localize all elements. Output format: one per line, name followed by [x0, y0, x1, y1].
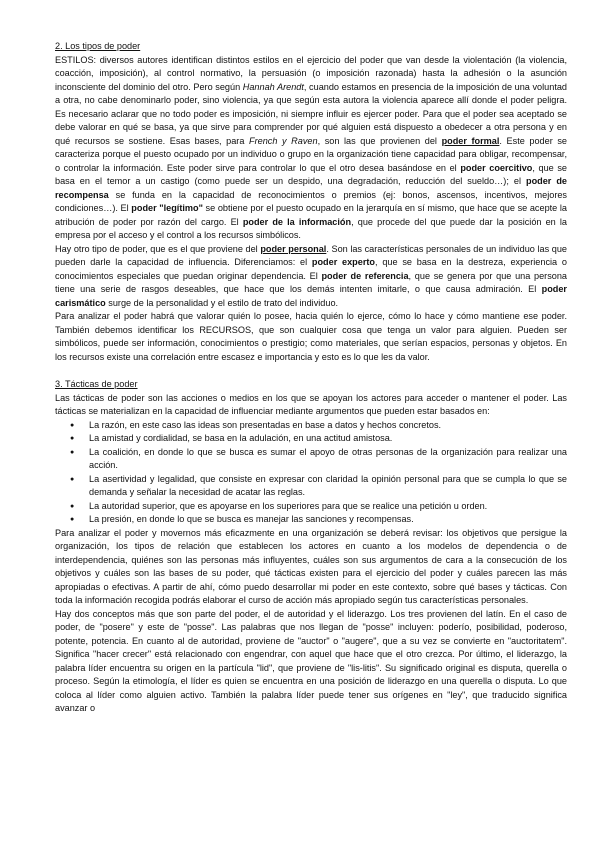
text-run: , que procede del que puede dar la posición en la empresa por el acceso y el control a los recursos simbólicos.: [55, 216, 567, 240]
term-poder-personal: poder personal: [260, 243, 327, 254]
list-item: ● La presión, en donde lo que se busca es manejar las sanciones y recompensas.: [89, 513, 567, 527]
list-item: ● La autoridad superior, que es apoyarse en los superiores para que se realice una petición u orden.: [89, 500, 567, 514]
author-hannah-arendt: Hannah Arendt: [242, 81, 304, 92]
paragraph-recursos: Para analizar el poder habrá que valorar quién lo posee, hacia quién lo ejerce, cómo lo hace y cómo mantiene ese poder. También debemos identificar los RECURSOS, que son cualquier cosa que tenga un valor para alguien. Pueden ser simbólicos, puede ser información, conocimientos o prestigio; como materiales, que serían espacios, personas y objetos. En los recursos existe una correlación entre escasez e importancia y esto es lo que les da valor.: [55, 311, 567, 362]
text-run: , que se basa en el temor a un castigo (como puede ser un despido, una degradación, reducción del sueldo…); el: [55, 162, 568, 186]
term-poder-coercitivo: poder coercitivo: [460, 162, 533, 173]
text-run: , son las que provienen del: [317, 135, 442, 146]
author-french-raven: French y Raven: [249, 135, 318, 146]
text-run: . Este poder se caracteriza porque el puesto ocupado por un individuo o grupo en la organización tiene capacidad para obligar, recompensar, o controlar la información. Este poder sirve para controlar lo que el otro desea basándose en el: [55, 135, 567, 173]
text-run: se funda en la capacidad de reconocimientos o premios (ej: bonos, ascensos, incentivos, mejores condiciones…). El: [55, 189, 567, 213]
list-item: ● La asertividad y legalidad, que consiste en expresar con claridad la opinión personal para que se cumpla lo que se demanda y señalar la necesidad de acatar las reglas.: [89, 473, 567, 500]
text-run: , que se genera por que una persona tiene una serie de rasgos deseables, que hace que los demás intenten imitarle, o que causa admiración. El: [55, 270, 567, 294]
text-run: , que se basa en la destreza, experiencia o conocimientos especiales que puedan originar dependencia. El: [55, 257, 567, 281]
term-poder-legitimo: poder "legítimo": [131, 203, 203, 213]
list-item: ● La amistad y cordialidad, se basa en la adulación, en una actitud amistosa.: [89, 432, 567, 446]
paragraph-analisis: Para analizar el poder y movernos más eficazmente en una organización se deberá revisar: los objetivos que persigue la organización, los tipos de relación que establecen los actores en cuanto a los modelos de dependencia o de interdependencia, quiénes son las personas más influyentes, cuáles son sus argumentos de cara a la consecución de los objetivos y cuáles son las bases de su poder, qué tácticas existen para el ejercicio del poder y cuáles parecen las más apropiadas o efectivas. A partir de ahí, cómo puedo desarrollar mi poder en este contexto, sobre qué bases y tácticas. Con toda la información recogida podrás elaborar el curso de acción más apropiado según tus características personales.: [55, 527, 567, 605]
paragraph-conceptos: Hay dos conceptos más que son parte del poder, el de autoridad y el liderazgo. Los tres provienen del latín. En el caso de poder, de "posere" y este de "posse". Las palabras que nos llegan de "posse" incluyen: poderío, posibilidad, poderoso, potente, potencia. En cuanto al de autoridad, proviene de "auctor" o "augere", que a su vez se convierte en "auctoritatem". Significa "hacer crecer" está relacionado con engendrar, con aquel que hace que el otro crezca. Por último, el liderazgo, la palabra líder encuentra su origen en la partícula "lid", que proviene de "lis-litis". Su significado original es disputa, querella o proceso. Según la etimología, el líder es quien se encuentra en una posición de liderazgo en una querella o disputa. Lo que coloca al líder como alguien activo. También la palabra líder puede tener sus orígenes en "ley", que traducido significa avanzar o: [55, 608, 567, 713]
section-heading-tipos-de-poder: 2. Los tipos de poder: [55, 41, 141, 51]
term-poder-referencia: poder de referencia: [321, 270, 409, 281]
term-poder-experto: poder experto: [311, 257, 375, 267]
text-run: se obtiene por el puesto ocupado en la jerarquía en sí mismo, que hace que se acepte la atribución de poder por razón del cargo. El: [55, 203, 567, 227]
document-page: [55, 40, 567, 716]
term-poder-formal: poder formal: [441, 135, 500, 146]
paragraph-estilos: [55, 54, 567, 243]
tactics-list: [55, 419, 567, 527]
paragraph-gap: [55, 364, 567, 378]
list-item: ● La coalición, en donde lo que se busca es sumar el apoyo de otras personas de la organización para realizar una acción.: [89, 446, 567, 473]
section-heading-tacticas: 3. Tácticas de poder: [55, 379, 138, 389]
paragraph-tacticas-intro: Las tácticas de poder son las acciones o medios en los que se apoyan los actores para acceder o mantener el poder. Las tácticas se materializan en la capacidad de influenciar mediante argumentos que pueden estar basados en:: [55, 392, 567, 416]
text-run: Hay otro tipo de poder, que es el que proviene del: [55, 243, 261, 254]
text-run: , cuando estamos en presencia de la imposición de una voluntad a otra, no cabe denominarlo poder, sino violencia, ya que según esta autora la violencia aparece allí donde el poder peligra. Es necesario aclarar que no todo poder es imposición, ni siempre influir es ejercer poder. Para que el poder sea aceptado se debe valorar en qué se basa, ya que sirve para comprender por qué alguien está dispuesto a obedecer a otra persona y en qué recursos se sostiene. Esas bases, para: [55, 81, 567, 146]
term-poder-recompensa: poder de recompensa: [55, 176, 567, 200]
text-run: . Son las características personales de un individuo las que pueden darle la capacidad de influencia. Diferenciamos: el: [55, 243, 567, 267]
text-run: surge de la personalidad y el estilo de trato del individuo.: [105, 297, 339, 308]
term-poder-informacion: poder de la información: [242, 216, 352, 227]
paragraph-poder-personal: [55, 243, 567, 311]
text-run: ESTILOS: diversos autores identifican distintos estilos en el ejercicio del poder que van desde la violentación (la violencia, coacción, imposición), al control normativo, la persuasión (o imposición razonada) hasta la adhesión o la asunción inconsciente del dominio del otro. Pero según: [55, 54, 567, 92]
list-item: ● La razón, en este caso las ideas son presentadas en base a datos y hechos concretos.: [89, 419, 567, 433]
term-poder-carismatico: poder carismático: [55, 284, 567, 308]
